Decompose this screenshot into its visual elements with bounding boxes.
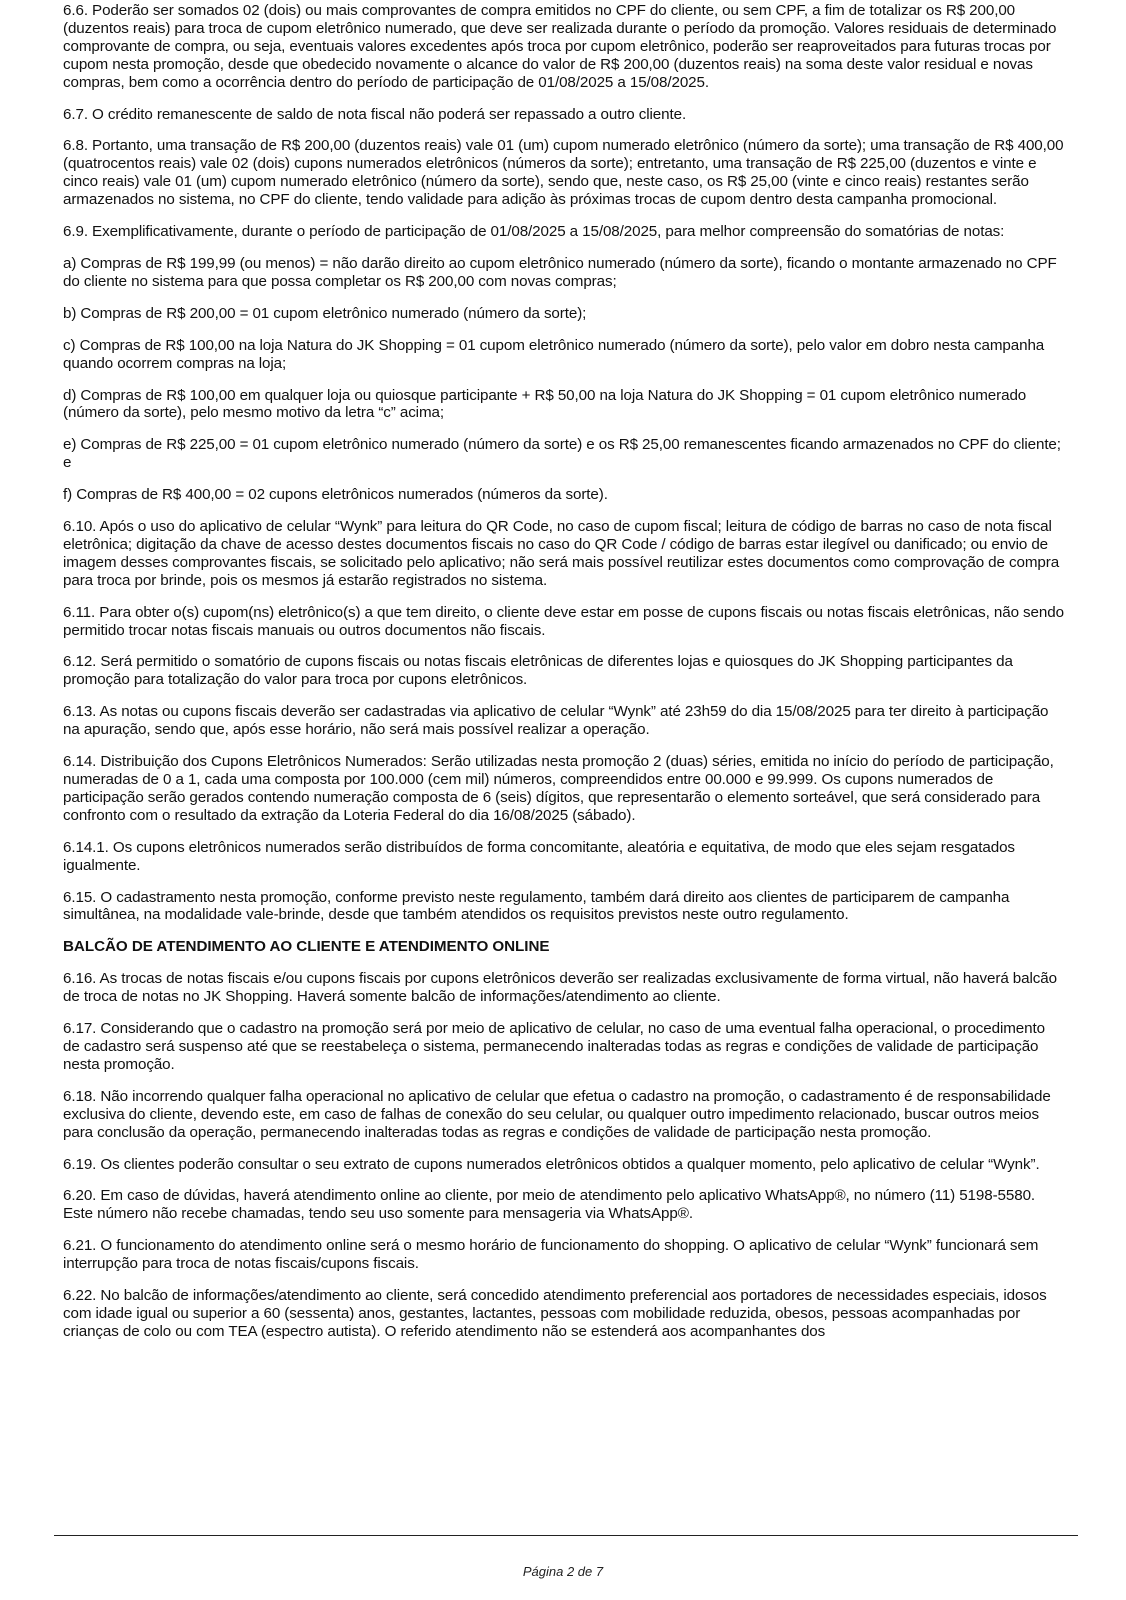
page-number: Página 2 de 7: [522, 1564, 604, 1579]
paragraph-6-13: 6.13. As notas ou cupons fiscais deverão ser cadastradas via aplicativo de celular “Wynk” até 23h59 do dia 15/08/2025 para ter direito à participação na apuração, sendo que, após esse horário, não será mais possível realizar a operação.: [63, 703, 1049, 739]
document-page: [63, 2, 1065, 1512]
paragraph-6-10: 6.10. Após o uso do aplicativo de celular “Wynk” para leitura do QR Code, no caso de cupom fiscal; leitura de código de barras no caso de nota fiscal eletrônica; digitação da chave de acesso destes documentos fiscais no caso do QR Code / código de barras estar ilegível ou danificado; ou envio de imagem desses comprovantes fiscais, se solicitado pelo aplicativo; não será mais possível reutilizar estes documentos como comprovação de compra para troca por brinde, pois os mesmos já estarão registrados no sistema.: [63, 518, 1060, 589]
paragraph-6-9-b: b) Compras de R$ 200,00 = 01 cupom eletrônico numerado (número da sorte);: [63, 304, 587, 322]
paragraph-6-22: 6.22. No balcão de informações/atendimento ao cliente, será concedido atendimento preferencial aos portadores de necessidades especiais, idosos com idade igual ou superior a 60 (sessenta) anos, gestantes, lactantes, pessoas com mobilidade reduzida, obesos, pessoas acompanhadas por crianças de colo ou com TEA (espectro autista). O referido atendimento não se estenderá aos acompanhantes dos: [63, 1287, 1047, 1340]
paragraph-6-6: 6.6. Poderão ser somados 02 (dois) ou mais comprovantes de compra emitidos no CPF do cliente, ou sem CPF, a fim de totalizar os R$ 200,00 (duzentos reais) para troca de cupom eletrônico numerado, que deve ser realizada durante o período da promoção. Valores residuais de determinado comprovante de compra, ou seja, eventuais valores excedentes após troca por cupom eletrônico, poderão ser reaproveitados para futuras trocas por cupom nesta promoção, desde que obedecido novamente o alcance do valor de R$ 200,00 (duzentos reais) na soma deste valor residual e novas compras, bem como a ocorrência dentro do período de participação de 01/08/2025 a 15/08/2025.: [63, 2, 1057, 91]
section-heading: BALCÃO DE ATENDIMENTO AO CLIENTE E ATENDIMENTO ONLINE: [63, 938, 550, 956]
paragraph-6-7: 6.7. O crédito remanescente de saldo de nota fiscal não poderá ser repassado a outro cliente.: [63, 105, 687, 123]
paragraph-6-9-d: d) Compras de R$ 100,00 em qualquer loja ou quiosque participante + R$ 50,00 na loja Natura do JK Shopping = 01 cupom eletrônico numerado (número da sorte), pelo mesmo motivo da letra “c” acima;: [63, 386, 1027, 422]
paragraph-6-14-1: 6.14.1. Os cupons eletrônicos numerados serão distribuídos de forma concomitante, aleatória e equitativa, de modo que eles sejam resgatados igualmente.: [63, 838, 1015, 874]
paragraph-6-15: 6.15. O cadastramento nesta promoção, conforme previsto neste regulamento, também dará direito aos clientes de participarem de campanha simultânea, na modalidade vale-brinde, desde que também atendidos os requisitos previstos neste outro regulamento.: [63, 888, 1010, 924]
footer-divider: [54, 1535, 1078, 1536]
paragraph-6-21: 6.21. O funcionamento do atendimento online será o mesmo horário de funcionamento do shopping. O aplicativo de celular “Wynk” funcionará sem interrupção para troca de notas fiscais/cupons fiscais.: [63, 1237, 1039, 1273]
paragraph-6-20: 6.20. Em caso de dúvidas, haverá atendimento online ao cliente, por meio de atendimento pelo aplicativo WhatsApp®, no número (11) 5198-5580. Este número não recebe chamadas, tendo seu uso somente para mensageria via WhatsApp®.: [63, 1187, 1036, 1223]
paragraph-6-8: 6.8. Portanto, uma transação de R$ 200,00 (duzentos reais) vale 01 (um) cupom numerado eletrônico (número da sorte); uma transação de R$ 400,00 (quatrocentos reais) vale 02 (dois) cupons numerados eletrônicos (números da sorte); entretanto, uma transação de R$ 225,00 (duzentos e vinte e cinco reais) vale 01 (um) cupom numerado eletrônico (número da sorte), sendo que, neste caso, os R$ 25,00 (vinte e cinco reais) restantes serão armazenados no sistema, no CPF do cliente, tendo validade para adição às próximas trocas de cupom dentro desta campanha promocional.: [63, 137, 1064, 209]
paragraph-6-9-f: f) Compras de R$ 400,00 = 02 cupons eletrônicos numerados (números da sorte).: [63, 486, 608, 504]
paragraph-6-18: 6.18. Não incorrendo qualquer falha operacional no aplicativo de celular que efetua o cadastro na promoção, o cadastramento é de responsabilidade exclusiva do cliente, devendo este, em caso de falhas de conexão do seu celular, ou qualquer outro impedimento relacionado, buscar outros meios para conclusão da operação, permanecendo inalteradas todas as regras e condições de validade de participação nesta promoção.: [63, 1087, 1051, 1141]
paragraph-6-19: 6.19. Os clientes poderão consultar o seu extrato de cupons numerados eletrônicos obtidos a qualquer momento, pelo aplicativo de celular “Wynk”.: [63, 1155, 1040, 1173]
paragraph-6-9: 6.9. Exemplificativamente, durante o período de participação de 01/08/2025 a 15/08/2025, para melhor compreensão do somatórias de notas:: [63, 223, 1005, 241]
paragraph-6-9-a: a) Compras de R$ 199,99 (ou menos) = não darão direito ao cupom eletrônico numerado (número da sorte), ficando o montante armazenado no CPF do cliente no sistema para que possa completar os R$ 200,00 com novas compras;: [63, 254, 1057, 290]
paragraph-6-17: 6.17. Considerando que o cadastro na promoção será por meio de aplicativo de celular, no caso de uma eventual falha operacional, o procedimento de cadastro será suspenso até que se reestabeleça o sistema, permanecendo inalteradas todas as regras e condições de validade de participação nesta promoção.: [63, 1020, 1045, 1073]
paragraph-6-9-c: c) Compras de R$ 100,00 na loja Natura do JK Shopping = 01 cupom eletrônico numerado (número da sorte), pelo valor em dobro nesta campanha quando ocorrem compras na loja;: [63, 336, 1045, 372]
paragraph-6-9-e: e) Compras de R$ 225,00 = 01 cupom eletrônico numerado (número da sorte) e os R$ 25,00 remanescentes ficando armazenados no CPF do cliente; e: [63, 436, 1061, 472]
paragraph-6-16: 6.16. As trocas de notas fiscais e/ou cupons fiscais por cupons eletrônicos deverão ser realizadas exclusivamente de forma virtual, não haverá balcão de troca de notas no JK Shopping. Haverá somente balcão de informações/atendimento ao cliente.: [63, 970, 1057, 1006]
paragraph-6-14: 6.14. Distribuição dos Cupons Eletrônicos Numerados: Serão utilizadas nesta promoção 2 (duas) séries, emitida no início do período de participação, numeradas de 0 a 1, cada uma composta por 100.000 (cem mil) números, compreendidos entre 00.000 e 99.999. Os cupons numerados de participação serão gerados contendo numeração composta de 6 (seis) dígitos, que representarão o elemento sorteável, que será considerado para confronto com o resultado da extração da Loteria Federal do dia 16/08/2025 (sábado).: [63, 753, 1054, 824]
paragraph-6-12: 6.12. Será permitido o somatório de cupons fiscais ou notas fiscais eletrônicas de diferentes lojas e quiosques do JK Shopping participantes da promoção para totalização do valor para troca por cupons eletrônicos.: [63, 653, 1013, 689]
paragraph-6-11: 6.11. Para obter o(s) cupom(ns) eletrônico(s) a que tem direito, o cliente deve estar em posse de cupons fiscais ou notas fiscais eletrônicas, não sendo permitido trocar notas fiscais manuais ou outros documentos não fiscais.: [63, 603, 1064, 639]
